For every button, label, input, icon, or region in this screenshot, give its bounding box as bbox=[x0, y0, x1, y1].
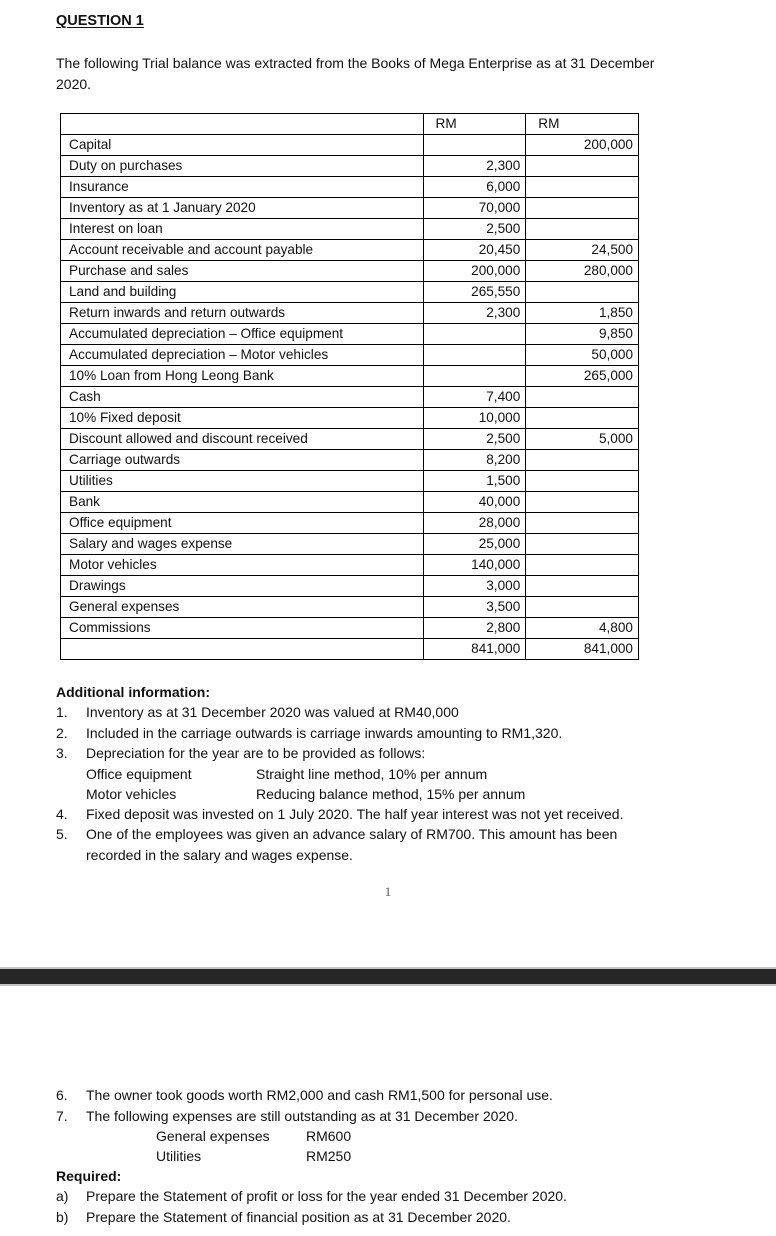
row-credit: 4,800 bbox=[526, 618, 639, 639]
row-debit: 3,000 bbox=[423, 576, 526, 597]
table-row bbox=[61, 534, 639, 555]
table-row bbox=[61, 576, 639, 597]
expense-name: Utilities bbox=[156, 1148, 202, 1164]
row-debit: 25,000 bbox=[423, 534, 526, 555]
row-description: Return inwards and return outwards bbox=[61, 303, 424, 324]
required-item-a bbox=[56, 1186, 736, 1207]
row-debit: 3,500 bbox=[423, 597, 526, 618]
table-row bbox=[61, 219, 639, 240]
additional-information-continued bbox=[56, 1085, 736, 1227]
table-row bbox=[61, 555, 639, 576]
row-credit bbox=[526, 219, 639, 240]
row-credit: 9,850 bbox=[526, 324, 639, 345]
depreciation-method: Straight line method, 10% per annum bbox=[256, 765, 488, 782]
row-debit: 10,000 bbox=[423, 408, 526, 429]
total-description bbox=[61, 639, 424, 660]
header-debit: RM bbox=[423, 114, 526, 135]
row-credit: 24,500 bbox=[526, 240, 639, 261]
item-label: a) bbox=[56, 1188, 69, 1204]
info-item-6 bbox=[56, 1085, 736, 1106]
row-description: Land and building bbox=[61, 282, 424, 303]
expense-name: General expenses bbox=[156, 1128, 270, 1144]
row-credit bbox=[526, 534, 639, 555]
item-number: 1. bbox=[56, 704, 68, 720]
row-credit bbox=[526, 576, 639, 597]
item-text: Inventory as at 31 December 2020 was valued at RM40,000 bbox=[86, 704, 459, 720]
row-credit bbox=[526, 471, 639, 492]
additional-info-heading: Additional information: bbox=[56, 684, 210, 700]
asset-name: Motor vehicles bbox=[86, 785, 177, 802]
row-credit: 5,000 bbox=[526, 429, 639, 450]
row-debit: 2,800 bbox=[423, 618, 526, 639]
row-credit bbox=[526, 198, 639, 219]
header-credit: RM bbox=[526, 114, 639, 135]
table-row bbox=[61, 177, 639, 198]
depreciation-motor-vehicles bbox=[56, 784, 736, 804]
item-text: The owner took goods worth RM2,000 and cash RM1,500 for personal use. bbox=[86, 1087, 553, 1103]
table-row bbox=[61, 345, 639, 366]
row-description: Discount allowed and discount received bbox=[61, 429, 424, 450]
row-description: Account receivable and account payable bbox=[61, 240, 424, 261]
row-description: Capital bbox=[61, 135, 424, 156]
row-debit bbox=[423, 345, 526, 366]
row-debit: 7,400 bbox=[423, 387, 526, 408]
table-row bbox=[61, 450, 639, 471]
row-debit: 28,000 bbox=[423, 513, 526, 534]
table-row bbox=[61, 618, 639, 639]
row-debit: 200,000 bbox=[423, 261, 526, 282]
row-debit: 2,500 bbox=[423, 429, 526, 450]
row-debit bbox=[423, 366, 526, 387]
row-credit: 265,000 bbox=[526, 366, 639, 387]
required-item-b bbox=[56, 1207, 736, 1228]
table-row bbox=[61, 471, 639, 492]
row-debit: 2,500 bbox=[423, 219, 526, 240]
depreciation-office-equipment bbox=[56, 764, 736, 784]
table-row bbox=[61, 282, 639, 303]
info-item-1 bbox=[56, 702, 736, 723]
expense-amount: RM250 bbox=[306, 1148, 352, 1164]
table-row bbox=[61, 513, 639, 534]
row-description: Accumulated depreciation – Motor vehicles bbox=[61, 345, 424, 366]
row-debit: 20,450 bbox=[423, 240, 526, 261]
table-row bbox=[61, 408, 639, 429]
item-number: 2. bbox=[56, 724, 68, 741]
table-row bbox=[61, 261, 639, 282]
row-debit bbox=[423, 135, 526, 156]
info-item-3 bbox=[56, 743, 736, 764]
item-number: 5. bbox=[56, 826, 68, 842]
row-description: General expenses bbox=[61, 597, 424, 618]
item-text: Fixed deposit was invested on 1 July 2020. The half year interest was not yet received. bbox=[86, 805, 624, 822]
info-item-5 bbox=[56, 824, 666, 865]
row-credit bbox=[526, 408, 639, 429]
row-debit: 2,300 bbox=[423, 303, 526, 324]
intro-text: The following Trial balance was extracted from the Books of Mega Enterprise as at 31 December 2020. bbox=[56, 55, 655, 92]
item-text: Prepare the Statement of profit or loss for the year ended 31 December 2020. bbox=[86, 1188, 567, 1204]
row-debit: 6,000 bbox=[423, 177, 526, 198]
row-credit: 50,000 bbox=[526, 345, 639, 366]
row-debit: 2,300 bbox=[423, 156, 526, 177]
item-number: 7. bbox=[56, 1107, 68, 1124]
row-description: Utilities bbox=[61, 471, 424, 492]
table-row bbox=[61, 597, 639, 618]
row-credit: 280,000 bbox=[526, 261, 639, 282]
table-row bbox=[61, 198, 639, 219]
row-credit bbox=[526, 513, 639, 534]
row-description: Accumulated depreciation – Office equipment bbox=[61, 324, 424, 345]
row-description: Insurance bbox=[61, 177, 424, 198]
row-description: Duty on purchases bbox=[61, 156, 424, 177]
row-credit bbox=[526, 156, 639, 177]
item-label: b) bbox=[56, 1208, 69, 1225]
row-description: Drawings bbox=[61, 576, 424, 597]
table-total-row bbox=[61, 639, 639, 660]
row-credit bbox=[526, 450, 639, 471]
row-description: Carriage outwards bbox=[61, 450, 424, 471]
table-header-row bbox=[61, 114, 639, 135]
row-description: 10% Fixed deposit bbox=[61, 408, 424, 429]
row-credit bbox=[526, 597, 639, 618]
row-credit bbox=[526, 555, 639, 576]
total-credit: 841,000 bbox=[526, 639, 639, 660]
row-credit: 1,850 bbox=[526, 303, 639, 324]
item-text: Included in the carriage outwards is carriage inwards amounting to RM1,320. bbox=[86, 724, 563, 741]
row-debit: 1,500 bbox=[423, 471, 526, 492]
row-debit bbox=[423, 324, 526, 345]
header-description bbox=[61, 114, 424, 135]
row-debit: 265,550 bbox=[423, 282, 526, 303]
row-description: Bank bbox=[61, 492, 424, 513]
additional-information bbox=[56, 682, 736, 865]
row-debit: 40,000 bbox=[423, 492, 526, 513]
item-number: 3. bbox=[56, 745, 68, 761]
row-description: Office equipment bbox=[61, 513, 424, 534]
trial-balance-table bbox=[60, 113, 639, 660]
table-row bbox=[61, 492, 639, 513]
outstanding-general-expenses bbox=[56, 1126, 736, 1146]
info-item-4 bbox=[56, 804, 736, 825]
question-title: QUESTION 1 bbox=[56, 13, 144, 29]
table-row bbox=[61, 387, 639, 408]
total-debit: 841,000 bbox=[423, 639, 526, 660]
table-row bbox=[61, 366, 639, 387]
row-credit bbox=[526, 177, 639, 198]
row-debit: 140,000 bbox=[423, 555, 526, 576]
row-debit: 8,200 bbox=[423, 450, 526, 471]
row-description: Inventory as at 1 January 2020 bbox=[61, 198, 424, 219]
row-description: Purchase and sales bbox=[61, 261, 424, 282]
row-description: Motor vehicles bbox=[61, 555, 424, 576]
row-credit bbox=[526, 387, 639, 408]
info-item-2 bbox=[56, 723, 736, 744]
row-debit: 70,000 bbox=[423, 198, 526, 219]
outstanding-utilities bbox=[56, 1146, 736, 1166]
expense-amount: RM600 bbox=[306, 1128, 352, 1144]
table-row bbox=[61, 303, 639, 324]
row-description: Salary and wages expense bbox=[61, 534, 424, 555]
row-description: Interest on loan bbox=[61, 219, 424, 240]
required-section bbox=[56, 1166, 736, 1227]
item-text: Prepare the Statement of financial position as at 31 December 2020. bbox=[86, 1208, 511, 1225]
row-credit bbox=[526, 492, 639, 513]
table-row bbox=[61, 324, 639, 345]
item-text: The following expenses are still outstanding as at 31 December 2020. bbox=[86, 1107, 518, 1124]
depreciation-method: Reducing balance method, 15% per annum bbox=[256, 785, 526, 802]
table-row bbox=[61, 240, 639, 261]
item-text: Depreciation for the year are to be provided as follows: bbox=[86, 745, 426, 761]
page-number: 1 bbox=[384, 884, 392, 899]
row-credit bbox=[526, 282, 639, 303]
item-number: 6. bbox=[56, 1087, 68, 1103]
row-description: 10% Loan from Hong Leong Bank bbox=[61, 366, 424, 387]
page-break-divider bbox=[0, 967, 776, 986]
info-item-7 bbox=[56, 1106, 736, 1127]
table-row bbox=[61, 156, 639, 177]
required-heading: Required: bbox=[56, 1168, 122, 1184]
row-credit: 200,000 bbox=[526, 135, 639, 156]
item-number: 4. bbox=[56, 805, 68, 822]
table-row bbox=[61, 135, 639, 156]
table-row bbox=[61, 429, 639, 450]
item-text: One of the employees was given an advance salary of RM700. This amount has been recorded in the salary and wages expense. bbox=[86, 826, 618, 863]
row-description: Cash bbox=[61, 387, 424, 408]
row-description: Commissions bbox=[61, 618, 424, 639]
asset-name: Office equipment bbox=[86, 765, 192, 782]
